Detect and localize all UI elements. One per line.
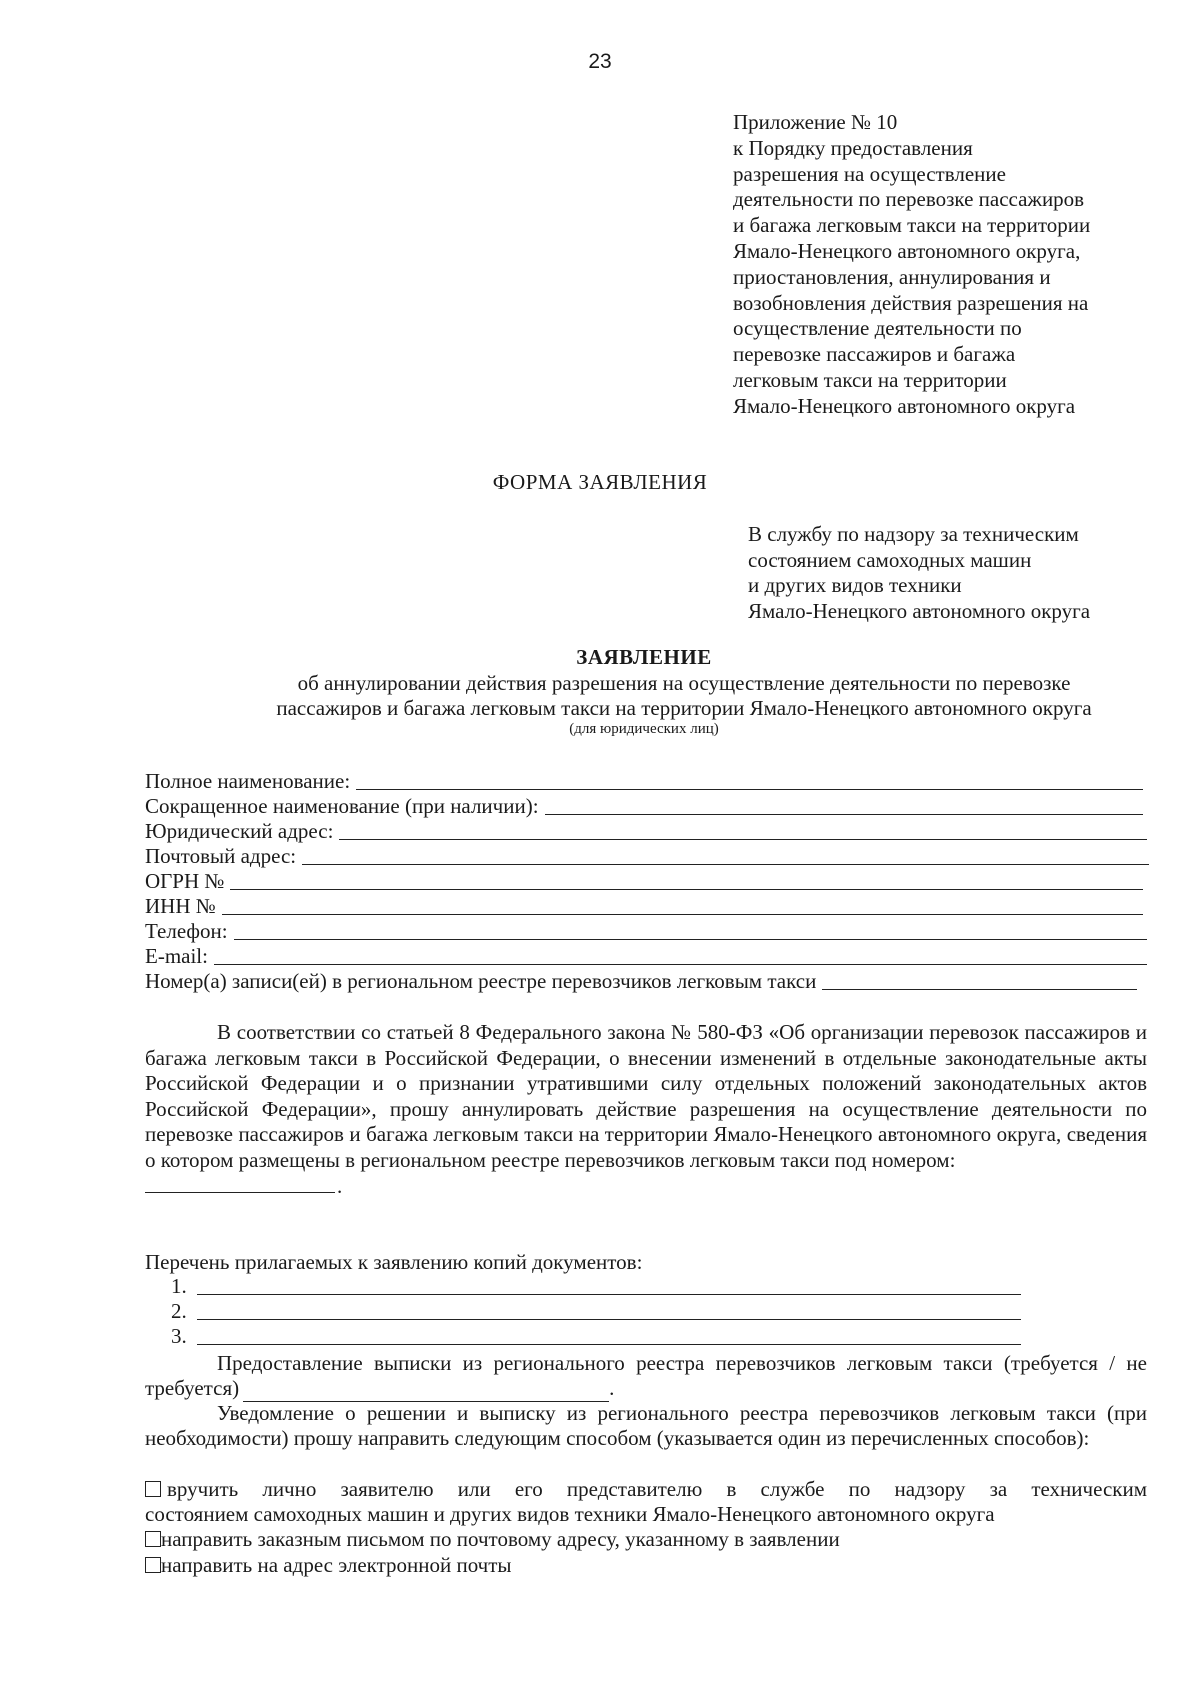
extract-text: Предоставление выписки из регионального реестра перевозчиков легковым такси (требуется / не требуется) xyxy=(145,1351,1147,1400)
ogrn-input[interactable] xyxy=(230,889,1143,890)
phone-input[interactable] xyxy=(234,939,1147,940)
appendix-line: легковым такси на территории xyxy=(733,367,1007,392)
extract-required-blank[interactable] xyxy=(243,1376,609,1402)
field-label: Юридический адрес: xyxy=(145,819,334,843)
appendix-line: Ямало-Ненецкого автономного округа xyxy=(733,393,1076,418)
field-label: Номер(а) записи(ей) в региональном реестре перевозчиков легковым такси xyxy=(145,969,817,993)
appendix-line: Приложение № 10 xyxy=(733,110,898,134)
extract-end: . xyxy=(609,1376,615,1400)
appendix-line: Ямало-Ненецкого автономного округа, xyxy=(733,238,1081,263)
field-label: ИНН № xyxy=(145,894,216,918)
appendix-line: перевозке пассажиров и багажа xyxy=(733,342,1016,367)
field-label: E-mail: xyxy=(145,944,208,968)
addressee-block xyxy=(748,522,1090,624)
option-label-cont: состоянием самоходных машин и других видов техники Ямало-Ненецкого автономного округа xyxy=(145,1502,995,1527)
checkbox[interactable] xyxy=(145,1531,161,1547)
subtitle-line: пассажиров и багажа легковым такси на территории Ямало-Ненецкого автономного округа xyxy=(276,696,1092,720)
attachment-item xyxy=(171,1300,1021,1324)
inn-input[interactable] xyxy=(222,914,1143,915)
option-email xyxy=(145,1553,1147,1578)
addressee-line: Ямало-Ненецкого автономного округа xyxy=(748,598,1091,623)
document-subtitle xyxy=(80,671,1200,721)
addressee-line: В службу по надзору за техническим xyxy=(748,522,1079,546)
field-email xyxy=(145,945,1147,969)
field-registry-records xyxy=(145,970,1137,994)
form-title: ФОРМА ЗАЯВЛЕНИЯ xyxy=(492,470,708,494)
field-phone xyxy=(145,920,1147,944)
attachment-number: 3. xyxy=(171,1324,187,1348)
postal-address-input[interactable] xyxy=(302,864,1149,865)
addressee-line: состоянием самоходных машин xyxy=(748,547,1032,572)
document-title: ЗАЯВЛЕНИЕ xyxy=(576,645,712,669)
checkbox[interactable] xyxy=(145,1557,161,1573)
option-registered-mail xyxy=(145,1527,1147,1552)
appendix-line: и багажа легковым такси на территории xyxy=(733,213,1091,238)
page-number: 23 xyxy=(588,50,612,73)
short-name-input[interactable] xyxy=(545,814,1143,815)
attachments-title: Перечень прилагаемых к заявлению копий документов: xyxy=(145,1250,643,1274)
subtitle-line: об аннулировании действия разрешения на осуществление деятельности по перевозке xyxy=(297,671,1071,695)
appendix-line: приостановления, аннулирования и xyxy=(733,264,1051,289)
registry-records-input[interactable] xyxy=(822,989,1137,990)
extract-paragraph xyxy=(145,1351,1147,1402)
field-full-name xyxy=(145,770,1143,794)
option-label: направить на адрес электронной почты xyxy=(161,1553,512,1577)
email-input[interactable] xyxy=(214,964,1147,965)
checkbox[interactable] xyxy=(145,1481,161,1497)
request-end: . xyxy=(337,1173,343,1198)
field-ogrn xyxy=(145,870,1143,894)
attachment-item xyxy=(171,1325,1021,1349)
full-name-input[interactable] xyxy=(356,789,1143,790)
permit-number-blank[interactable] xyxy=(145,1192,335,1193)
addressee-line: и других видов техники xyxy=(748,573,962,597)
legal-address-input[interactable] xyxy=(339,839,1147,840)
option-in-person xyxy=(145,1477,1147,1527)
option-label: направить заказным письмом по почтовому адресу, указанному в заявлении xyxy=(161,1527,840,1551)
appendix-line: деятельности по перевозке пассажиров xyxy=(733,187,1085,212)
attachment-input[interactable] xyxy=(197,1344,1021,1345)
notice-paragraph xyxy=(145,1401,1147,1451)
field-label: ОГРН № xyxy=(145,869,225,893)
option-label: вручить лично заявителю или его представителю в службе по надзору за техническим xyxy=(167,1477,1147,1501)
attachment-number: 1. xyxy=(171,1274,187,1298)
field-postal-address xyxy=(145,845,1149,869)
field-inn xyxy=(145,895,1143,919)
request-text: В соответствии со статьей 8 Федерального закона № 580-ФЗ «Об организации перевозок пассажиров и багажа легковым такси в Российской Федерации, о внесении изменений в отдельные законодательные акты Российской Федерации и о признании утратившими силу отдельных положений законодательных актов Российской Федерации», прошу аннулировать действие разрешения на осуществление деятельности по перевозке пассажиров и багажа легковым такси на территории Ямало-Ненецкого автономного округа, сведения о котором размещены в региональном реестре перевозчиков легковым такси под номером: xyxy=(145,1020,1147,1172)
appendix-header xyxy=(733,110,1090,420)
request-paragraph xyxy=(145,1020,1147,1199)
appendix-line: возобновления действия разрешения на xyxy=(733,290,1089,315)
applicant-type-note: (для юридических лиц) xyxy=(569,721,719,737)
appendix-line: осуществление деятельности по xyxy=(733,316,1022,341)
field-legal-address xyxy=(145,820,1147,844)
attachment-input[interactable] xyxy=(197,1319,1021,1320)
field-short-name xyxy=(145,795,1143,819)
attachment-number: 2. xyxy=(171,1299,187,1323)
field-label: Телефон: xyxy=(145,919,228,943)
attachment-item xyxy=(171,1275,1021,1299)
attachment-input[interactable] xyxy=(197,1294,1021,1295)
appendix-line: к Порядку предоставления xyxy=(733,135,973,160)
notice-text: Уведомление о решении и выписку из регионального реестра перевозчиков легковым такси (при необходимости) прошу направить следующим способом (указывается один из перечисленных способов): xyxy=(145,1401,1147,1451)
field-label: Почтовый адрес: xyxy=(145,844,297,868)
appendix-line: разрешения на осуществление xyxy=(733,161,1006,186)
field-label: Полное наименование: xyxy=(145,769,351,793)
field-label: Сокращенное наименование (при наличии): xyxy=(145,794,539,818)
